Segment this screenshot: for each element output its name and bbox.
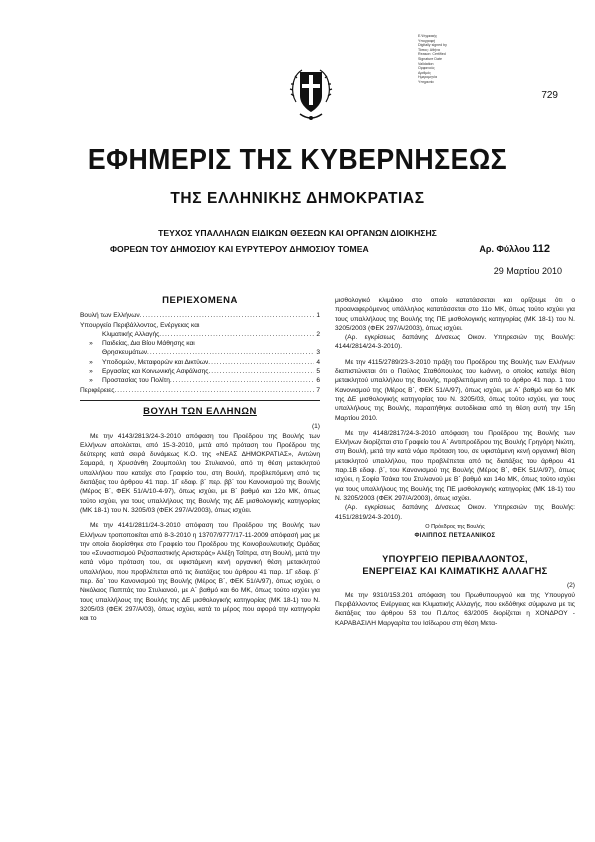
toc-item (80, 321, 320, 330)
paragraph: Με την 9310/153.201 απόφαση του Πρωθυπουργού και της Υπουργού Περιβάλλοντος Ενέργειας και Κλιματικής Αλλαγής, που εκδόθηκε σύμφωνα με τις διατάξεις του άρθρου 53 του Π.Δ/τος 63/2005 διορίζεται η ΧΟΝΔΡΟΥ - ΚΑΡΑΒΑΣΙΛΗ Μαργαρίτα του Ισίδωρου στη θέση Μετα- (335, 591, 575, 627)
item-number: (1) (311, 423, 320, 431)
toc-item-label: Περιφέρειες (80, 386, 115, 394)
issue-date: 29 Μαρτίου 2010 (493, 266, 562, 276)
gazette-title: ΕΦΗΜΕΡΙΣ ΤΗΣ ΚΥΒΕΡΝΗΣΕΩΣ (87, 144, 508, 176)
stamp-line: Ημερομηνία (418, 75, 438, 80)
paragraph: Με την 4115/2789/23-3-2010 πράξη του Προέδρου της Βουλής των Ελλήνων διαπιστώνεται ότι ο Παύλος Σταθόπουλος του Ιωάννη, ο οποίος κατείχε θέση μετακλητού υπαλλήλου της Βουλής, προβλεπόμενη από το άρθρο 41 παρ. 1 του Κανονισμού της (Μέρος Β΄, ΦΕΚ 51/Α/97), όπως ισχύει, με Α΄ βαθμό και 6ο ΜΚ της ΔΕ μισθολογικής κατηγορίας του Ν. 3205/03, όπως τούτο ισχύει, για τους υπαλλήλους της Βουλής, παραιτήθηκε αυτοδίκαια από τη θέση αυτή την 15η Μαρτίου 2010. (335, 358, 575, 422)
sheet-label: Αρ. Φύλλου (479, 244, 530, 254)
toc-item (80, 386, 320, 395)
gazette-subtitle: ΤΗΣ ΕΛΛΗΝΙΚΗΣ ΔΗΜΟΚΡΑΤΙΑΣ (170, 190, 425, 207)
stamp-line: Υπηρεσία (418, 79, 434, 84)
ministry-heading-line2: ΕΝΕΡΓΕΙΑΣ ΚΑΙ ΚΛΙΜΑΤΙΚΗΣ ΑΛΛΑΓΗΣ (362, 566, 548, 577)
toc-leader-dots (170, 376, 314, 385)
toc-bullet: » (89, 377, 93, 385)
toc-item-label: Προστασίας του Πολίτη (102, 377, 170, 385)
toc-heading: ΠΕΡΙΕΧΟΜΕΝΑ (162, 295, 238, 306)
toc-item-page: 3 (316, 349, 320, 357)
ministry-heading-line1: ΥΠΟΥΡΓΕΙΟ ΠΕΡΙΒΑΛΛΟΝΤΟΣ, (382, 554, 528, 565)
toc-item (80, 348, 320, 357)
toc-item-label: Κλιματικής Αλλαγής (102, 330, 160, 338)
toc-item-page: 6 (316, 377, 320, 385)
item-number: (2) (566, 582, 575, 590)
ministry-heading (335, 553, 575, 577)
toc-item-page: 1 (316, 312, 320, 320)
toc-item-label: Παιδείας, Δια Βίου Μάθησης και (102, 340, 195, 348)
toc-bullet: » (89, 368, 93, 376)
toc-item (80, 311, 320, 320)
left-column (80, 296, 320, 624)
toc-item-page: 2 (316, 330, 320, 338)
toc-leader-dots (114, 386, 314, 395)
toc-item (80, 330, 320, 339)
stamp-line: Υπογραφή (418, 38, 436, 43)
sheet-number (479, 243, 550, 255)
stamp-line: Digitally signed by (418, 43, 447, 48)
paragraph: μισθολογικό κλιμάκιο στο οποίο κατατάσσεται και ορίζουμε ότι ο προαναφερόμενος υπάλληλος κατατάσσεται στο 11ο ΜΚ, όπως τούτο ισχύει για τους υπαλλήλους της Βουλής της ΠΕ μισθολογικής κατηγορίας (ΜΚ 18-1) του Ν. 3205/2003 (ΦΕΚ 297/Α/2003), όπως ισχύει. (335, 297, 575, 332)
stamp-line: Validation (418, 61, 434, 66)
section-heading-parliament: ΒΟΥΛΗ ΤΩΝ ΕΛΛΗΝΩΝ (143, 405, 257, 417)
toc-item (80, 358, 320, 367)
signer-name: ΦΙΛΙΠΠΟΣ ΠΕΤΣΑΛΝΙΚΟΣ (414, 533, 496, 540)
toc-leader-dots (147, 348, 314, 357)
paragraph: Με την 4143/2813/24-3-2010 απόφαση του Προέδρου της Βουλής των Ελλήνων απολύεται, από 15-3-2010, μετά από πρόταση του Προέδρου της δεύτερης κατά σειρά δυνάμεως Κ.Ο. της «ΝΕΑΣ ΔΗΜΟΚΡΑΤΙΑΣ», Αντώνη Σαμαρά, η Χρυσάνθη Ζουμπούλη του Στυλιανού, από τη θέση μετακλητού υπαλλήλου που κατείχε στο Γραφείο του, στη Βουλή, προβλεπόμενη από τις διατάξεις του άρθρου 41 παρ. 1Γ εδαφ. β΄ περ. ββ΄ του Κανονισμού της Βουλής (Μέρος Β΄, ΦΕΚ 51/Α/10-4-97), όπως ισχύει, με Β΄ βαθμό και 12ο ΜΚ, όπως τούτο ισχύει, για τους υπαλλήλους της Βουλής της ΔΕ μισθολογικής κατηγορίας (ΜΚ 18-1) του Ν. 3205/03 (ΦΕΚ 297/Α/2003), όπως ισχύει. (80, 432, 320, 514)
toc-item-label: Βουλή των Ελλήνων (80, 312, 140, 320)
paragraph: Με την 4141/2811/24-3-2010 απόφαση του Προέδρου της Βουλής των Ελλήνων τροποποιείται από 8-3-2010 η 13707/9777/17-11-2009 απόφασή μας με την οποία διορίσθηκε στο Γραφείο του Προέδρου της Κοινοβουλευτικής Ομάδας του «Συνασπισμού Ριζοσπαστικής Αριστεράς» Αλέξη Τσίπρα, στη Βουλή, μετά την κατά νόμο πρόταση του, σε υφιστάμενη κενή οργανική θέση μετακλητού υπαλλήλου, που προβλέπεται από τις διατάξεις του άρθρου 41 παρ. 1Γ εδαφ. β΄ περ. δα΄ του Κανονισμού της Βουλής (Μέρος Β΄, ΦΕΚ 51/Α/97), όπως ισχύει, ο Νικόλαος Παππάς του Στυλιανού, με Α΄ βαθμό και 6ο ΜΚ, όπως τούτο ισχύει για τους υπαλλήλους της Βουλής της ΔΕ μισθολογικής κατηγορίας (ΜΚ 18-1) του Ν. 3205/03 (ΦΕΚ 297/Α/03), όπως ισχύει, κατά το μέρος που αφορά την κατηγορία και το (80, 522, 320, 623)
toc-leader-dots (208, 358, 314, 367)
toc-item (80, 376, 320, 385)
toc-leader-dots (208, 367, 314, 376)
signer-title: Ο Πρόεδρος της Βουλής (425, 523, 485, 530)
toc-item-label: Υποδομών, Μεταφορών και Δικτύων (102, 358, 209, 366)
stamp-line: Τόπος: Αθήνα (418, 47, 440, 52)
coat-of-arms-icon (288, 62, 334, 128)
divider (80, 400, 320, 401)
toc-item-label: Υπουργείο Περιβάλλοντος, Ενέργειας και (80, 321, 200, 329)
approval-note: (Αρ. εγκρίσεως δαπάνης Δ/νσεως Οικον. Υπηρεσιών της Βουλής: 4144/2814/24-3-2010). (335, 334, 575, 351)
toc-item-label: Θρησκευμάτων (102, 349, 148, 357)
stamp-line: Ορφανούς (418, 66, 435, 71)
issue-line-1: ΤΕΥΧΟΣ ΥΠΑΛΛΗΛΩΝ ΕΙΔΙΚΩΝ ΘΕΣΕΩΝ ΚΑΙ ΟΡΓΑΝΩΝ ΔΙΟΙΚΗΣΗΣ (158, 228, 437, 238)
page-number: 729 (541, 90, 558, 101)
toc-list (80, 311, 320, 395)
approval-note: (Αρ. εγκρίσεως δαπάνης Δ/νσεως Οικον. Υπηρεσιών της Βουλής: 4151/2819/24-3-2010). (335, 504, 575, 521)
toc-item-page: 7 (316, 386, 320, 394)
stamp-line: Reason: Certified (418, 52, 446, 57)
stamp-line: Αριθμός (418, 70, 432, 75)
toc-bullet: » (89, 358, 93, 366)
toc-item (80, 367, 320, 376)
stamp-line: Signature Date (418, 56, 442, 61)
toc-item (80, 339, 320, 348)
toc-leader-dots (159, 330, 314, 339)
toc-leader-dots (140, 311, 315, 320)
toc-item-page: 5 (316, 368, 320, 376)
toc-item-page: 4 (316, 358, 320, 366)
issue-line-2: ΦΟΡΕΩΝ ΤΟΥ ΔΗΜΟΣΙΟΥ ΚΑΙ ΕΥΡΥΤΕΡΟΥ ΔΗΜΟΣΙΟΥ ΤΟΜΕΑ (110, 244, 369, 254)
toc-bullet: » (89, 340, 93, 348)
digital-signature-stamp (418, 34, 518, 85)
right-column (335, 296, 575, 628)
paragraph: Με την 4148/2817/24-3-2010 απόφαση του Προέδρου της Βουλής των Ελλήνων διορίζεται στο Γραφείο του Α΄ Αντιπροέδρου της Βουλής Γρηγόρη Νιώτη, στη Βουλή, μετά την κατά νόμο πρόταση του, σε υφιστάμενη κενή οργανική θέση μετακλητού υπαλλήλου, που προβλέπεται από τις διατάξεις του άρθρου 41 παρ.1Β εδαφ. β΄, του Κανονισμού της Βουλής (Μέρος Β΄, ΦΕΚ 51/Α/97), όπως ισχύει, η Σοφία Τσάκα του Στυλιανού με Β΄ βαθμό και 14ο ΜΚ, όπως τούτο ισχύει για τους υπαλλήλους της Βουλής της ΠΕ μισθολογικής κατηγορίας (ΜΚ 18-1) του Ν. 3205/2003 (ΦΕΚ 297/Α/2003), όπως ισχύει. (335, 429, 575, 502)
sheet-number-value: 112 (532, 243, 550, 255)
stamp-line: Ε.Ψηφιακής (418, 34, 438, 38)
toc-item-label: Εργασίας και Κοινωνικής Ασφάλισης (102, 368, 209, 376)
